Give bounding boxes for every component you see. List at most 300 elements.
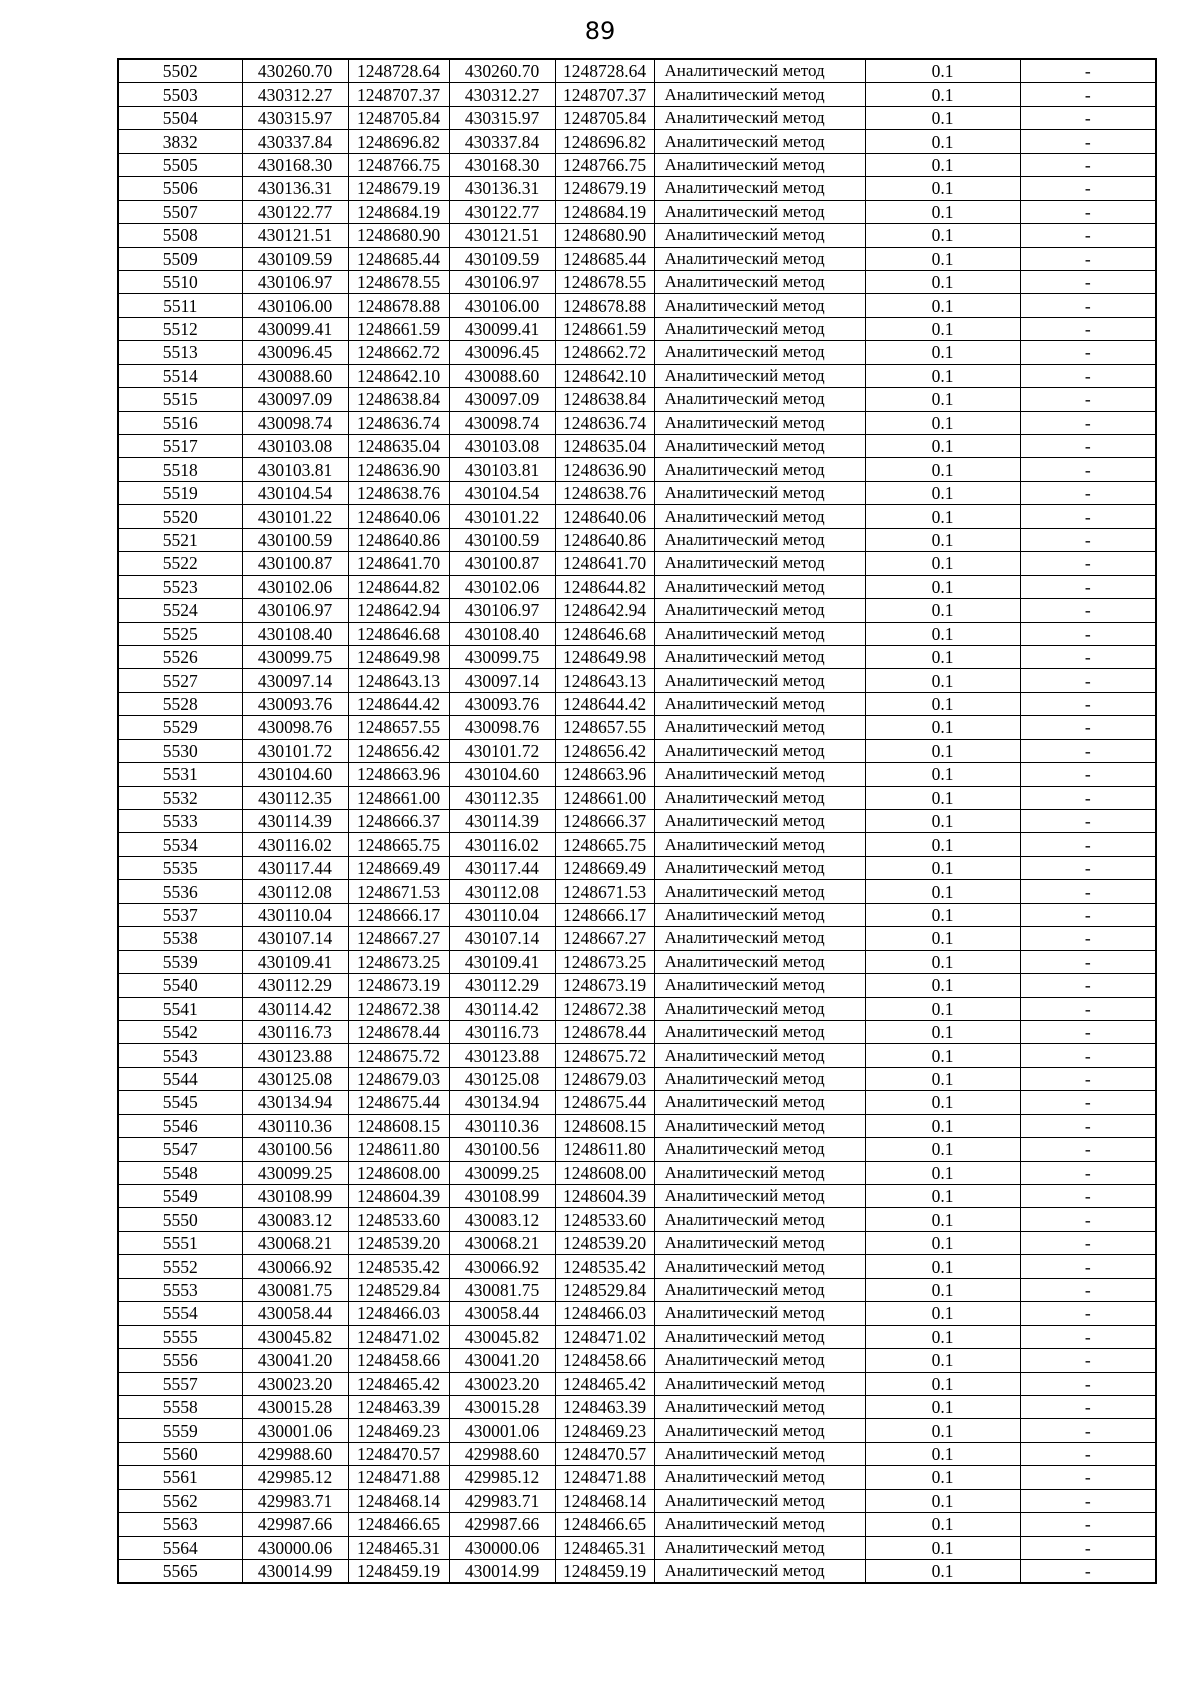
table-row xyxy=(118,224,1156,247)
point-number-cell: 5514 xyxy=(118,364,242,387)
accuracy-cell: 0.1 xyxy=(865,200,1020,223)
method-cell: Аналитический метод xyxy=(654,903,865,926)
x-new-cell: 430110.04 xyxy=(449,903,555,926)
x-existing-cell: 430109.59 xyxy=(242,247,348,270)
accuracy-cell: 0.1 xyxy=(865,1372,1020,1395)
method-cell: Аналитический метод xyxy=(654,880,865,903)
accuracy-cell: 0.1 xyxy=(865,786,1020,809)
x-new-cell: 430001.06 xyxy=(449,1419,555,1442)
table-row xyxy=(118,1067,1156,1090)
point-number-cell: 5519 xyxy=(118,481,242,504)
accuracy-cell: 0.1 xyxy=(865,997,1020,1020)
x-new-cell: 430068.21 xyxy=(449,1231,555,1254)
x-new-cell: 430045.82 xyxy=(449,1325,555,1348)
description-cell: - xyxy=(1020,1513,1156,1536)
point-number-cell: 5561 xyxy=(118,1466,242,1489)
description-cell: - xyxy=(1020,1395,1156,1418)
method-cell: Аналитический метод xyxy=(654,622,865,645)
accuracy-cell: 0.1 xyxy=(865,552,1020,575)
point-number-cell: 5504 xyxy=(118,106,242,129)
description-cell: - xyxy=(1020,435,1156,458)
method-cell: Аналитический метод xyxy=(654,1020,865,1043)
point-number-cell: 5511 xyxy=(118,294,242,317)
x-existing-cell: 430068.21 xyxy=(242,1231,348,1254)
method-cell: Аналитический метод xyxy=(654,1560,865,1584)
point-number-cell: 5517 xyxy=(118,435,242,458)
y-new-cell: 1248465.31 xyxy=(555,1536,654,1559)
description-cell: - xyxy=(1020,1325,1156,1348)
table-row xyxy=(118,153,1156,176)
accuracy-cell: 0.1 xyxy=(865,1161,1020,1184)
y-existing-cell: 1248667.27 xyxy=(348,927,449,950)
x-existing-cell: 430103.08 xyxy=(242,435,348,458)
table-row xyxy=(118,716,1156,739)
x-new-cell: 430081.75 xyxy=(449,1278,555,1301)
y-new-cell: 1248641.70 xyxy=(555,552,654,575)
y-existing-cell: 1248657.55 xyxy=(348,716,449,739)
method-cell: Аналитический метод xyxy=(654,575,865,598)
table-row xyxy=(118,1489,1156,1512)
accuracy-cell: 0.1 xyxy=(865,106,1020,129)
x-existing-cell: 429987.66 xyxy=(242,1513,348,1536)
x-new-cell: 430097.09 xyxy=(449,388,555,411)
y-new-cell: 1248466.65 xyxy=(555,1513,654,1536)
y-existing-cell: 1248673.25 xyxy=(348,950,449,973)
table-row xyxy=(118,1560,1156,1584)
description-cell: - xyxy=(1020,528,1156,551)
point-number-cell: 5555 xyxy=(118,1325,242,1348)
table-row xyxy=(118,763,1156,786)
x-existing-cell: 430097.14 xyxy=(242,669,348,692)
x-new-cell: 430106.97 xyxy=(449,599,555,622)
method-cell: Аналитический метод xyxy=(654,59,865,83)
accuracy-cell: 0.1 xyxy=(865,1349,1020,1372)
point-number-cell: 5528 xyxy=(118,692,242,715)
y-new-cell: 1248672.38 xyxy=(555,997,654,1020)
table-row xyxy=(118,1044,1156,1067)
x-new-cell: 430098.74 xyxy=(449,411,555,434)
y-existing-cell: 1248635.04 xyxy=(348,435,449,458)
x-new-cell: 430023.20 xyxy=(449,1372,555,1395)
method-cell: Аналитический метод xyxy=(654,247,865,270)
table-row xyxy=(118,294,1156,317)
x-new-cell: 430260.70 xyxy=(449,59,555,83)
method-cell: Аналитический метод xyxy=(654,786,865,809)
accuracy-cell: 0.1 xyxy=(865,575,1020,598)
y-existing-cell: 1248636.74 xyxy=(348,411,449,434)
method-cell: Аналитический метод xyxy=(654,692,865,715)
x-new-cell: 430099.75 xyxy=(449,645,555,668)
description-cell: - xyxy=(1020,880,1156,903)
point-number-cell: 5524 xyxy=(118,599,242,622)
point-number-cell: 5513 xyxy=(118,341,242,364)
accuracy-cell: 0.1 xyxy=(865,1255,1020,1278)
x-existing-cell: 430125.08 xyxy=(242,1067,348,1090)
x-new-cell: 430107.14 xyxy=(449,927,555,950)
table-row xyxy=(118,130,1156,153)
y-new-cell: 1248611.80 xyxy=(555,1138,654,1161)
description-cell: - xyxy=(1020,153,1156,176)
y-new-cell: 1248635.04 xyxy=(555,435,654,458)
x-new-cell: 430098.76 xyxy=(449,716,555,739)
table-row xyxy=(118,247,1156,270)
y-new-cell: 1248636.90 xyxy=(555,458,654,481)
y-existing-cell: 1248649.98 xyxy=(348,645,449,668)
table-row xyxy=(118,669,1156,692)
y-existing-cell: 1248608.15 xyxy=(348,1114,449,1137)
y-new-cell: 1248604.39 xyxy=(555,1185,654,1208)
x-new-cell: 430066.92 xyxy=(449,1255,555,1278)
point-number-cell: 5549 xyxy=(118,1185,242,1208)
accuracy-cell: 0.1 xyxy=(865,388,1020,411)
point-number-cell: 5560 xyxy=(118,1442,242,1465)
accuracy-cell: 0.1 xyxy=(865,903,1020,926)
x-new-cell: 430108.99 xyxy=(449,1185,555,1208)
accuracy-cell: 0.1 xyxy=(865,1231,1020,1254)
accuracy-cell: 0.1 xyxy=(865,411,1020,434)
method-cell: Аналитический метод xyxy=(654,1302,865,1325)
point-number-cell: 5553 xyxy=(118,1278,242,1301)
description-cell: - xyxy=(1020,950,1156,973)
x-new-cell: 429987.66 xyxy=(449,1513,555,1536)
description-cell: - xyxy=(1020,552,1156,575)
point-number-cell: 5542 xyxy=(118,1020,242,1043)
point-number-cell: 5544 xyxy=(118,1067,242,1090)
x-new-cell: 430110.36 xyxy=(449,1114,555,1137)
description-cell: - xyxy=(1020,622,1156,645)
y-new-cell: 1248640.06 xyxy=(555,505,654,528)
y-existing-cell: 1248469.23 xyxy=(348,1419,449,1442)
table-row xyxy=(118,1138,1156,1161)
point-number-cell: 5520 xyxy=(118,505,242,528)
point-number-cell: 5503 xyxy=(118,83,242,106)
method-cell: Аналитический метод xyxy=(654,1466,865,1489)
y-new-cell: 1248636.74 xyxy=(555,411,654,434)
point-number-cell: 5536 xyxy=(118,880,242,903)
x-existing-cell: 429985.12 xyxy=(242,1466,348,1489)
point-number-cell: 5507 xyxy=(118,200,242,223)
description-cell: - xyxy=(1020,106,1156,129)
point-number-cell: 5535 xyxy=(118,856,242,879)
method-cell: Аналитический метод xyxy=(654,411,865,434)
y-existing-cell: 1248640.86 xyxy=(348,528,449,551)
point-number-cell: 5531 xyxy=(118,763,242,786)
x-new-cell: 430100.59 xyxy=(449,528,555,551)
method-cell: Аналитический метод xyxy=(654,1536,865,1559)
table-row xyxy=(118,1419,1156,1442)
y-existing-cell: 1248680.90 xyxy=(348,224,449,247)
accuracy-cell: 0.1 xyxy=(865,669,1020,692)
y-new-cell: 1248766.75 xyxy=(555,153,654,176)
y-new-cell: 1248662.72 xyxy=(555,341,654,364)
point-number-cell: 5548 xyxy=(118,1161,242,1184)
accuracy-cell: 0.1 xyxy=(865,1419,1020,1442)
accuracy-cell: 0.1 xyxy=(865,1442,1020,1465)
y-new-cell: 1248675.72 xyxy=(555,1044,654,1067)
table-row xyxy=(118,880,1156,903)
point-number-cell: 5558 xyxy=(118,1395,242,1418)
y-existing-cell: 1248679.03 xyxy=(348,1067,449,1090)
x-existing-cell: 430096.45 xyxy=(242,341,348,364)
x-existing-cell: 430099.41 xyxy=(242,317,348,340)
description-cell: - xyxy=(1020,481,1156,504)
y-existing-cell: 1248685.44 xyxy=(348,247,449,270)
x-new-cell: 430109.41 xyxy=(449,950,555,973)
description-cell: - xyxy=(1020,1114,1156,1137)
accuracy-cell: 0.1 xyxy=(865,1138,1020,1161)
accuracy-cell: 0.1 xyxy=(865,1302,1020,1325)
x-new-cell: 430041.20 xyxy=(449,1349,555,1372)
x-existing-cell: 430123.88 xyxy=(242,1044,348,1067)
y-existing-cell: 1248665.75 xyxy=(348,833,449,856)
description-cell: - xyxy=(1020,1466,1156,1489)
x-new-cell: 430136.31 xyxy=(449,177,555,200)
x-existing-cell: 430093.76 xyxy=(242,692,348,715)
x-existing-cell: 430112.29 xyxy=(242,974,348,997)
y-new-cell: 1248535.42 xyxy=(555,1255,654,1278)
description-cell: - xyxy=(1020,1161,1156,1184)
x-new-cell: 430116.02 xyxy=(449,833,555,856)
table-row xyxy=(118,411,1156,434)
y-existing-cell: 1248465.31 xyxy=(348,1536,449,1559)
method-cell: Аналитический метод xyxy=(654,364,865,387)
y-existing-cell: 1248669.49 xyxy=(348,856,449,879)
description-cell: - xyxy=(1020,294,1156,317)
description-cell: - xyxy=(1020,810,1156,833)
table-row xyxy=(118,59,1156,83)
y-existing-cell: 1248707.37 xyxy=(348,83,449,106)
x-existing-cell: 430114.42 xyxy=(242,997,348,1020)
page-number: 89 xyxy=(584,17,616,45)
accuracy-cell: 0.1 xyxy=(865,1466,1020,1489)
description-cell: - xyxy=(1020,599,1156,622)
description-cell: - xyxy=(1020,1185,1156,1208)
point-number-cell: 5541 xyxy=(118,997,242,1020)
method-cell: Аналитический метод xyxy=(654,1231,865,1254)
x-existing-cell: 430041.20 xyxy=(242,1349,348,1372)
method-cell: Аналитический метод xyxy=(654,224,865,247)
method-cell: Аналитический метод xyxy=(654,833,865,856)
description-cell: - xyxy=(1020,716,1156,739)
table-row xyxy=(118,622,1156,645)
accuracy-cell: 0.1 xyxy=(865,833,1020,856)
method-cell: Аналитический метод xyxy=(654,177,865,200)
method-cell: Аналитический метод xyxy=(654,1419,865,1442)
accuracy-cell: 0.1 xyxy=(865,294,1020,317)
point-number-cell: 5523 xyxy=(118,575,242,598)
method-cell: Аналитический метод xyxy=(654,1325,865,1348)
x-new-cell: 430112.35 xyxy=(449,786,555,809)
method-cell: Аналитический метод xyxy=(654,645,865,668)
accuracy-cell: 0.1 xyxy=(865,880,1020,903)
y-existing-cell: 1248470.57 xyxy=(348,1442,449,1465)
method-cell: Аналитический метод xyxy=(654,153,865,176)
method-cell: Аналитический метод xyxy=(654,1067,865,1090)
x-existing-cell: 430099.25 xyxy=(242,1161,348,1184)
x-existing-cell: 430117.44 xyxy=(242,856,348,879)
method-cell: Аналитический метод xyxy=(654,341,865,364)
point-number-cell: 5527 xyxy=(118,669,242,692)
accuracy-cell: 0.1 xyxy=(865,224,1020,247)
y-new-cell: 1248469.23 xyxy=(555,1419,654,1442)
accuracy-cell: 0.1 xyxy=(865,270,1020,293)
description-cell: - xyxy=(1020,645,1156,668)
y-new-cell: 1248666.37 xyxy=(555,810,654,833)
description-cell: - xyxy=(1020,1536,1156,1559)
y-new-cell: 1248463.39 xyxy=(555,1395,654,1418)
x-new-cell: 430112.29 xyxy=(449,974,555,997)
y-new-cell: 1248685.44 xyxy=(555,247,654,270)
y-existing-cell: 1248533.60 xyxy=(348,1208,449,1231)
table-row xyxy=(118,1395,1156,1418)
accuracy-cell: 0.1 xyxy=(865,692,1020,715)
table-row xyxy=(118,1349,1156,1372)
y-existing-cell: 1248539.20 xyxy=(348,1231,449,1254)
point-number-cell: 5554 xyxy=(118,1302,242,1325)
x-new-cell: 430088.60 xyxy=(449,364,555,387)
table-row xyxy=(118,903,1156,926)
x-new-cell: 430168.30 xyxy=(449,153,555,176)
x-existing-cell: 430088.60 xyxy=(242,364,348,387)
x-existing-cell: 430168.30 xyxy=(242,153,348,176)
description-cell: - xyxy=(1020,364,1156,387)
x-existing-cell: 430101.22 xyxy=(242,505,348,528)
description-cell: - xyxy=(1020,505,1156,528)
method-cell: Аналитический метод xyxy=(654,856,865,879)
point-number-cell: 5562 xyxy=(118,1489,242,1512)
accuracy-cell: 0.1 xyxy=(865,622,1020,645)
table-row xyxy=(118,481,1156,504)
y-new-cell: 1248471.02 xyxy=(555,1325,654,1348)
x-new-cell: 430108.40 xyxy=(449,622,555,645)
description-cell: - xyxy=(1020,1442,1156,1465)
description-cell: - xyxy=(1020,903,1156,926)
description-cell: - xyxy=(1020,1419,1156,1442)
method-cell: Аналитический метод xyxy=(654,810,865,833)
y-existing-cell: 1248466.65 xyxy=(348,1513,449,1536)
accuracy-cell: 0.1 xyxy=(865,458,1020,481)
method-cell: Аналитический метод xyxy=(654,552,865,575)
description-cell: - xyxy=(1020,669,1156,692)
x-existing-cell: 430114.39 xyxy=(242,810,348,833)
y-new-cell: 1248608.00 xyxy=(555,1161,654,1184)
point-number-cell: 5502 xyxy=(118,59,242,83)
method-cell: Аналитический метод xyxy=(654,481,865,504)
y-existing-cell: 1248636.90 xyxy=(348,458,449,481)
table-row xyxy=(118,177,1156,200)
point-number-cell: 5510 xyxy=(118,270,242,293)
accuracy-cell: 0.1 xyxy=(865,153,1020,176)
y-new-cell: 1248673.19 xyxy=(555,974,654,997)
table-row xyxy=(118,200,1156,223)
y-new-cell: 1248458.66 xyxy=(555,1349,654,1372)
accuracy-cell: 0.1 xyxy=(865,1278,1020,1301)
table-row xyxy=(118,270,1156,293)
accuracy-cell: 0.1 xyxy=(865,1395,1020,1418)
method-cell: Аналитический метод xyxy=(654,1349,865,1372)
y-existing-cell: 1248662.72 xyxy=(348,341,449,364)
y-existing-cell: 1248671.53 xyxy=(348,880,449,903)
description-cell: - xyxy=(1020,1091,1156,1114)
description-cell: - xyxy=(1020,1044,1156,1067)
x-new-cell: 430058.44 xyxy=(449,1302,555,1325)
x-existing-cell: 430097.09 xyxy=(242,388,348,411)
x-existing-cell: 430121.51 xyxy=(242,224,348,247)
method-cell: Аналитический метод xyxy=(654,669,865,692)
y-new-cell: 1248673.25 xyxy=(555,950,654,973)
method-cell: Аналитический метод xyxy=(654,716,865,739)
x-new-cell: 429988.60 xyxy=(449,1442,555,1465)
table-row xyxy=(118,1091,1156,1114)
y-new-cell: 1248643.13 xyxy=(555,669,654,692)
accuracy-cell: 0.1 xyxy=(865,177,1020,200)
y-new-cell: 1248666.17 xyxy=(555,903,654,926)
y-existing-cell: 1248471.88 xyxy=(348,1466,449,1489)
accuracy-cell: 0.1 xyxy=(865,1489,1020,1512)
method-cell: Аналитический метод xyxy=(654,317,865,340)
accuracy-cell: 0.1 xyxy=(865,1067,1020,1090)
point-number-cell: 5534 xyxy=(118,833,242,856)
y-existing-cell: 1248666.17 xyxy=(348,903,449,926)
y-new-cell: 1248539.20 xyxy=(555,1231,654,1254)
method-cell: Аналитический метод xyxy=(654,1114,865,1137)
description-cell: - xyxy=(1020,224,1156,247)
accuracy-cell: 0.1 xyxy=(865,341,1020,364)
x-existing-cell: 430104.60 xyxy=(242,763,348,786)
point-number-cell: 5506 xyxy=(118,177,242,200)
y-new-cell: 1248728.64 xyxy=(555,59,654,83)
accuracy-cell: 0.1 xyxy=(865,1114,1020,1137)
description-cell: - xyxy=(1020,1278,1156,1301)
x-new-cell: 430104.60 xyxy=(449,763,555,786)
y-new-cell: 1248533.60 xyxy=(555,1208,654,1231)
accuracy-cell: 0.1 xyxy=(865,1185,1020,1208)
description-cell: - xyxy=(1020,786,1156,809)
x-new-cell: 430103.08 xyxy=(449,435,555,458)
method-cell: Аналитический метод xyxy=(654,1161,865,1184)
accuracy-cell: 0.1 xyxy=(865,927,1020,950)
accuracy-cell: 0.1 xyxy=(865,739,1020,762)
y-new-cell: 1248638.76 xyxy=(555,481,654,504)
description-cell: - xyxy=(1020,763,1156,786)
y-existing-cell: 1248535.42 xyxy=(348,1255,449,1278)
y-existing-cell: 1248678.88 xyxy=(348,294,449,317)
y-existing-cell: 1248463.39 xyxy=(348,1395,449,1418)
method-cell: Аналитический метод xyxy=(654,599,865,622)
point-number-cell: 5530 xyxy=(118,739,242,762)
x-existing-cell: 430106.97 xyxy=(242,270,348,293)
x-new-cell: 430104.54 xyxy=(449,481,555,504)
description-cell: - xyxy=(1020,270,1156,293)
point-number-cell: 5529 xyxy=(118,716,242,739)
y-new-cell: 1248642.10 xyxy=(555,364,654,387)
x-existing-cell: 430098.76 xyxy=(242,716,348,739)
y-existing-cell: 1248638.76 xyxy=(348,481,449,504)
y-existing-cell: 1248529.84 xyxy=(348,1278,449,1301)
table-row xyxy=(118,810,1156,833)
x-new-cell: 430103.81 xyxy=(449,458,555,481)
coordinates-table xyxy=(117,58,1157,1584)
x-existing-cell: 430109.41 xyxy=(242,950,348,973)
accuracy-cell: 0.1 xyxy=(865,1513,1020,1536)
accuracy-cell: 0.1 xyxy=(865,974,1020,997)
x-new-cell: 430100.56 xyxy=(449,1138,555,1161)
table-row xyxy=(118,435,1156,458)
method-cell: Аналитический метод xyxy=(654,83,865,106)
y-existing-cell: 1248642.10 xyxy=(348,364,449,387)
x-existing-cell: 430112.35 xyxy=(242,786,348,809)
y-existing-cell: 1248608.00 xyxy=(348,1161,449,1184)
